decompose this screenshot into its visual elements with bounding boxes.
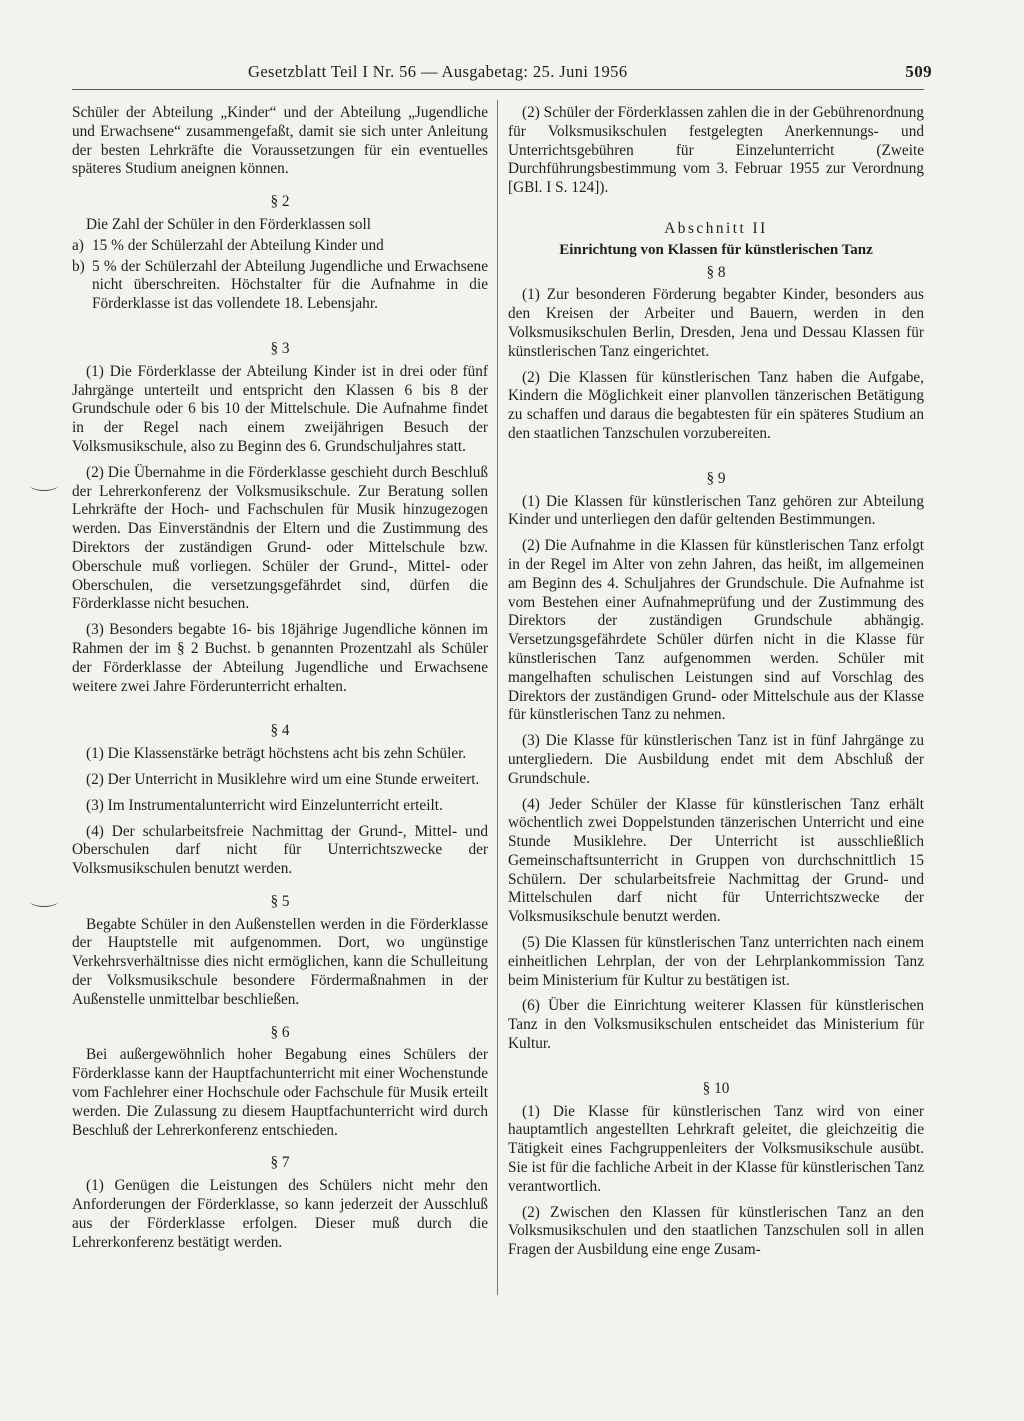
paragraph: (1) Die Klasse für künstlerischen Tanz wird von einer hauptamtlich angestellten Lehrkraft geleitet, die gleichzeitig die Tätigkeit eines Fachgruppenleiters der Volksmusikschule ausübt. Sie ist für die fachliche Arbeit in der Klasse für künstlerischen Tanz verantwortlich. [508,1102,924,1195]
section-heading-6: § 6 [270,1023,290,1041]
section-heading-2: § 2 [270,193,290,211]
list-item [72,237,488,256]
intro-paragraph: Schüler der Abteilung „Kinder“ und der Abteilung „Jugendliche und Erwachsene“ zusammengefaßt, damit sie sich unter Anleitung der besten Lehrkräfte die Voraussetzungen für ein eventuelles späteres Studium aneignen können. [72,104,488,178]
paragraph: (3) Besonders begabte 16- bis 18jährige Jugendliche können im Rahmen der im § 2 Buchst. b genannten Prozentzahl als Schüler der Förderklasse der Abteilung Jugendliche und Erwachsene weitere zwei Jahre Förderunterricht erhalten. [72,621,488,695]
margin-mark [30,896,58,907]
list-label: b) [72,257,85,275]
list-label: a) [72,236,84,254]
header-rule [72,89,924,90]
paragraph: (6) Über die Einrichtung weiterer Klassen für künstlerischen Tanz in den Volksmusikschulen entscheidet das Ministerium für Kultur. [508,997,924,1053]
page-number: 509 [905,62,932,81]
list-text: 5 % der Schülerzahl der Abteilung Jugendliche und Erwachsene nicht überschreiten. Höchstalter für die Aufnahme in die Förderklasse ist das vollendete 18. Lebensjahr. [92,257,488,313]
section-heading-9: § 9 [706,469,726,487]
part-title: Einrichtung von Klassen für künstlerischen Tanz [559,241,873,258]
margin-mark [30,480,58,491]
paragraph: Die Zahl der Schüler in den Förderklassen soll [86,215,372,233]
paragraph: (2) Zwischen den Klassen für künstlerischen Tanz an den Volksmusikschulen und den staatlichen Tanzschulen soll in allen Fragen der Ausbildung eine enge Zusam- [508,1203,924,1259]
paragraph: Begabte Schüler in den Außenstellen werden in die Förderklasse der Hauptstelle mit aufgenommen. Dort, wo ungünstige Verkehrsverhältnisse dies nicht ermöglichen, kann die Schulleitung der Volksmusikschule besondere Fördermaßnahmen in der Außenstelle unmittelbar beschließen. [72,915,488,1008]
paragraph: (5) Die Klassen für künstlerischen Tanz unterrichten nach einem einheitlichen Lehrplan, der von der Lehrplankommission Tanz beim Ministerium für Kultur zu bestätigen ist. [508,934,924,989]
paragraph: (1) Zur besonderen Förderung begabter Kinder, besonders aus den Kreisen der Arbeiter und Bauern, werden in den Volksmusikschulen Berlin, Dresden, Jena und Dessau Klassen für künstlerischen Tanz eingerichtet. [508,286,924,360]
paragraph: (3) Im Instrumentalunterricht wird Einzelunterricht erteilt. [86,796,443,814]
paragraph: (3) Die Klasse für künstlerischen Tanz ist in fünf Jahrgänge zu untergliedern. Die Ausbildung endet mit dem Abschluß der Grundschule. [508,732,924,787]
paragraph: (1) Die Förderklasse der Abteilung Kinder ist in drei oder fünf Jahrgänge unterteilt und entspricht den Klassen 6 bis 8 der Grundschule oder 6 bis 10 der Mittelschule. Die Aufnahme findet in der Regel nach einem zweijährigen Besuch der Volksmusikschule, also zu Beginn des 6. Grundschuljahres statt. [72,362,488,455]
section-heading-3: § 3 [270,339,290,357]
list-text: 15 % der Schülerzahl der Abteilung Kinder und [92,236,384,254]
paragraph: (2) Die Aufnahme in die Klassen für künstlerischen Tanz erfolgt in der Regel im Alter von zehn Jahren, das heißt, im allgemeinen am Beginn des 4. Schuljahres der Grundschule. Die Aufnahme ist vom Bestehen einer Aufnahmeprüfung und der Zustimmung des Direktors der zuständigen Grundschule abhängig. Versetzungsgefährdete Schüler dürfen nicht in die Klasse für künstlerischen Tanz aufgenommen werden. Schüler mit mangelhaften schulischen Leistungen sind auf Vorschlag des Direktors der zuständigen Grund- oder Mittelschule aus der Klasse für künstlerischen Tanz zu nehmen. [508,537,924,724]
left-column [72,104,488,1259]
section-heading-4: § 4 [270,722,290,740]
part-heading: Abschnitt II [664,219,768,237]
section-heading-5: § 5 [270,892,290,910]
paragraph: (2) Die Klassen für künstlerischen Tanz haben die Aufgabe, Kindern die Möglichkeit einer planvollen tänzerischen Betätigung zu schaffen und daraus die begabtesten für ein späteres Studium an den staatlichen Tanzschulen vorzubereiten. [508,368,924,442]
right-column [508,104,924,1267]
paragraph: (1) Die Klassen für künstlerischen Tanz gehören zur Abteilung Kinder und unterliegen den dafür geltenden Bestimmungen. [508,492,924,529]
paragraph: (2) Schüler der Förderklassen zahlen die in der Gebührenordnung für Volksmusikschulen festgelegten Anerkennungs- und Unterrichtsgebühren für Einzelunterricht (Zweite Durchführungsbestimmung vom 3. Februar 1955 zur Verordnung [GBl. I S. 124]). [508,104,924,197]
paragraph: (1) Die Klassenstärke beträgt höchstens acht bis zehn Schüler. [86,745,467,763]
column-divider [497,100,498,1295]
paragraph: (2) Der Unterricht in Musiklehre wird um eine Stunde erweitert. [86,770,480,788]
paragraph: (2) Die Übernahme in die Förderklasse geschieht durch Beschluß der Lehrerkonferenz der Volksmusikschule. Zur Beratung sollen Lehrkräfte der Hoch- und Fachschulen für Musik hinzugezogen werden. Das Einverständnis der Eltern und die Zustimmung des Direktors der zuständigen Grund- oder Mittelschule bzw. Oberschule muß vorliegen. Schüler der Grund-, Mittel- oder Oberschulen, die versetzungsgefährdet sind, dürfen die Förderklasse nicht besuchen. [72,463,488,613]
section-heading-10: § 10 [702,1079,730,1097]
paragraph: (4) Jeder Schüler der Klasse für künstlerischen Tanz erhält wöchentlich zwei Doppelstunden tänzerischen Unterricht und eine Stunde Musiklehre. Der Unterricht ist ausschließlich Gemeinschaftsunterricht in Gruppen von durchschnittlich 15 Schülern. Der schularbeitsfreie Nachmittag der Grund- und Mittelschulen darf nicht für Unterrichtszwecke der Volksmusikschule benutzt werden. [508,795,924,926]
paragraph: (1) Genügen die Leistungen des Schülers nicht mehr den Anforderungen der Förderklasse, so kann jederzeit der Ausschluß aus der Förderklasse erfolgen. Dieser muß durch die Lehrerkonferenz bestätigt werden. [72,1177,488,1251]
page-header [248,62,932,82]
section-heading-7: § 7 [270,1154,290,1172]
paragraph: (4) Der schularbeitsfreie Nachmittag der Grund-, Mittel- und Oberschulen darf nicht für Unterrichtszwecke der Volksmusikschulen benutzt werden. [72,822,488,878]
paragraph: Bei außergewöhnlich hoher Begabung eines Schülers der Förderklasse kann der Hauptfachunterricht mit einer Wochenstunde vom Fachlehrer einer Hochschule oder Fachschule für Musik erteilt werden. Die Zulassung zu diesem Hauptfachunterricht wird durch Beschluß der Lehrerkonferenz entschieden. [72,1046,488,1139]
list-item [72,258,488,314]
section-heading-8: § 8 [706,263,726,281]
running-title: Gesetzblatt Teil I Nr. 56 — Ausgabetag: 25. Juni 1956 [248,62,628,81]
